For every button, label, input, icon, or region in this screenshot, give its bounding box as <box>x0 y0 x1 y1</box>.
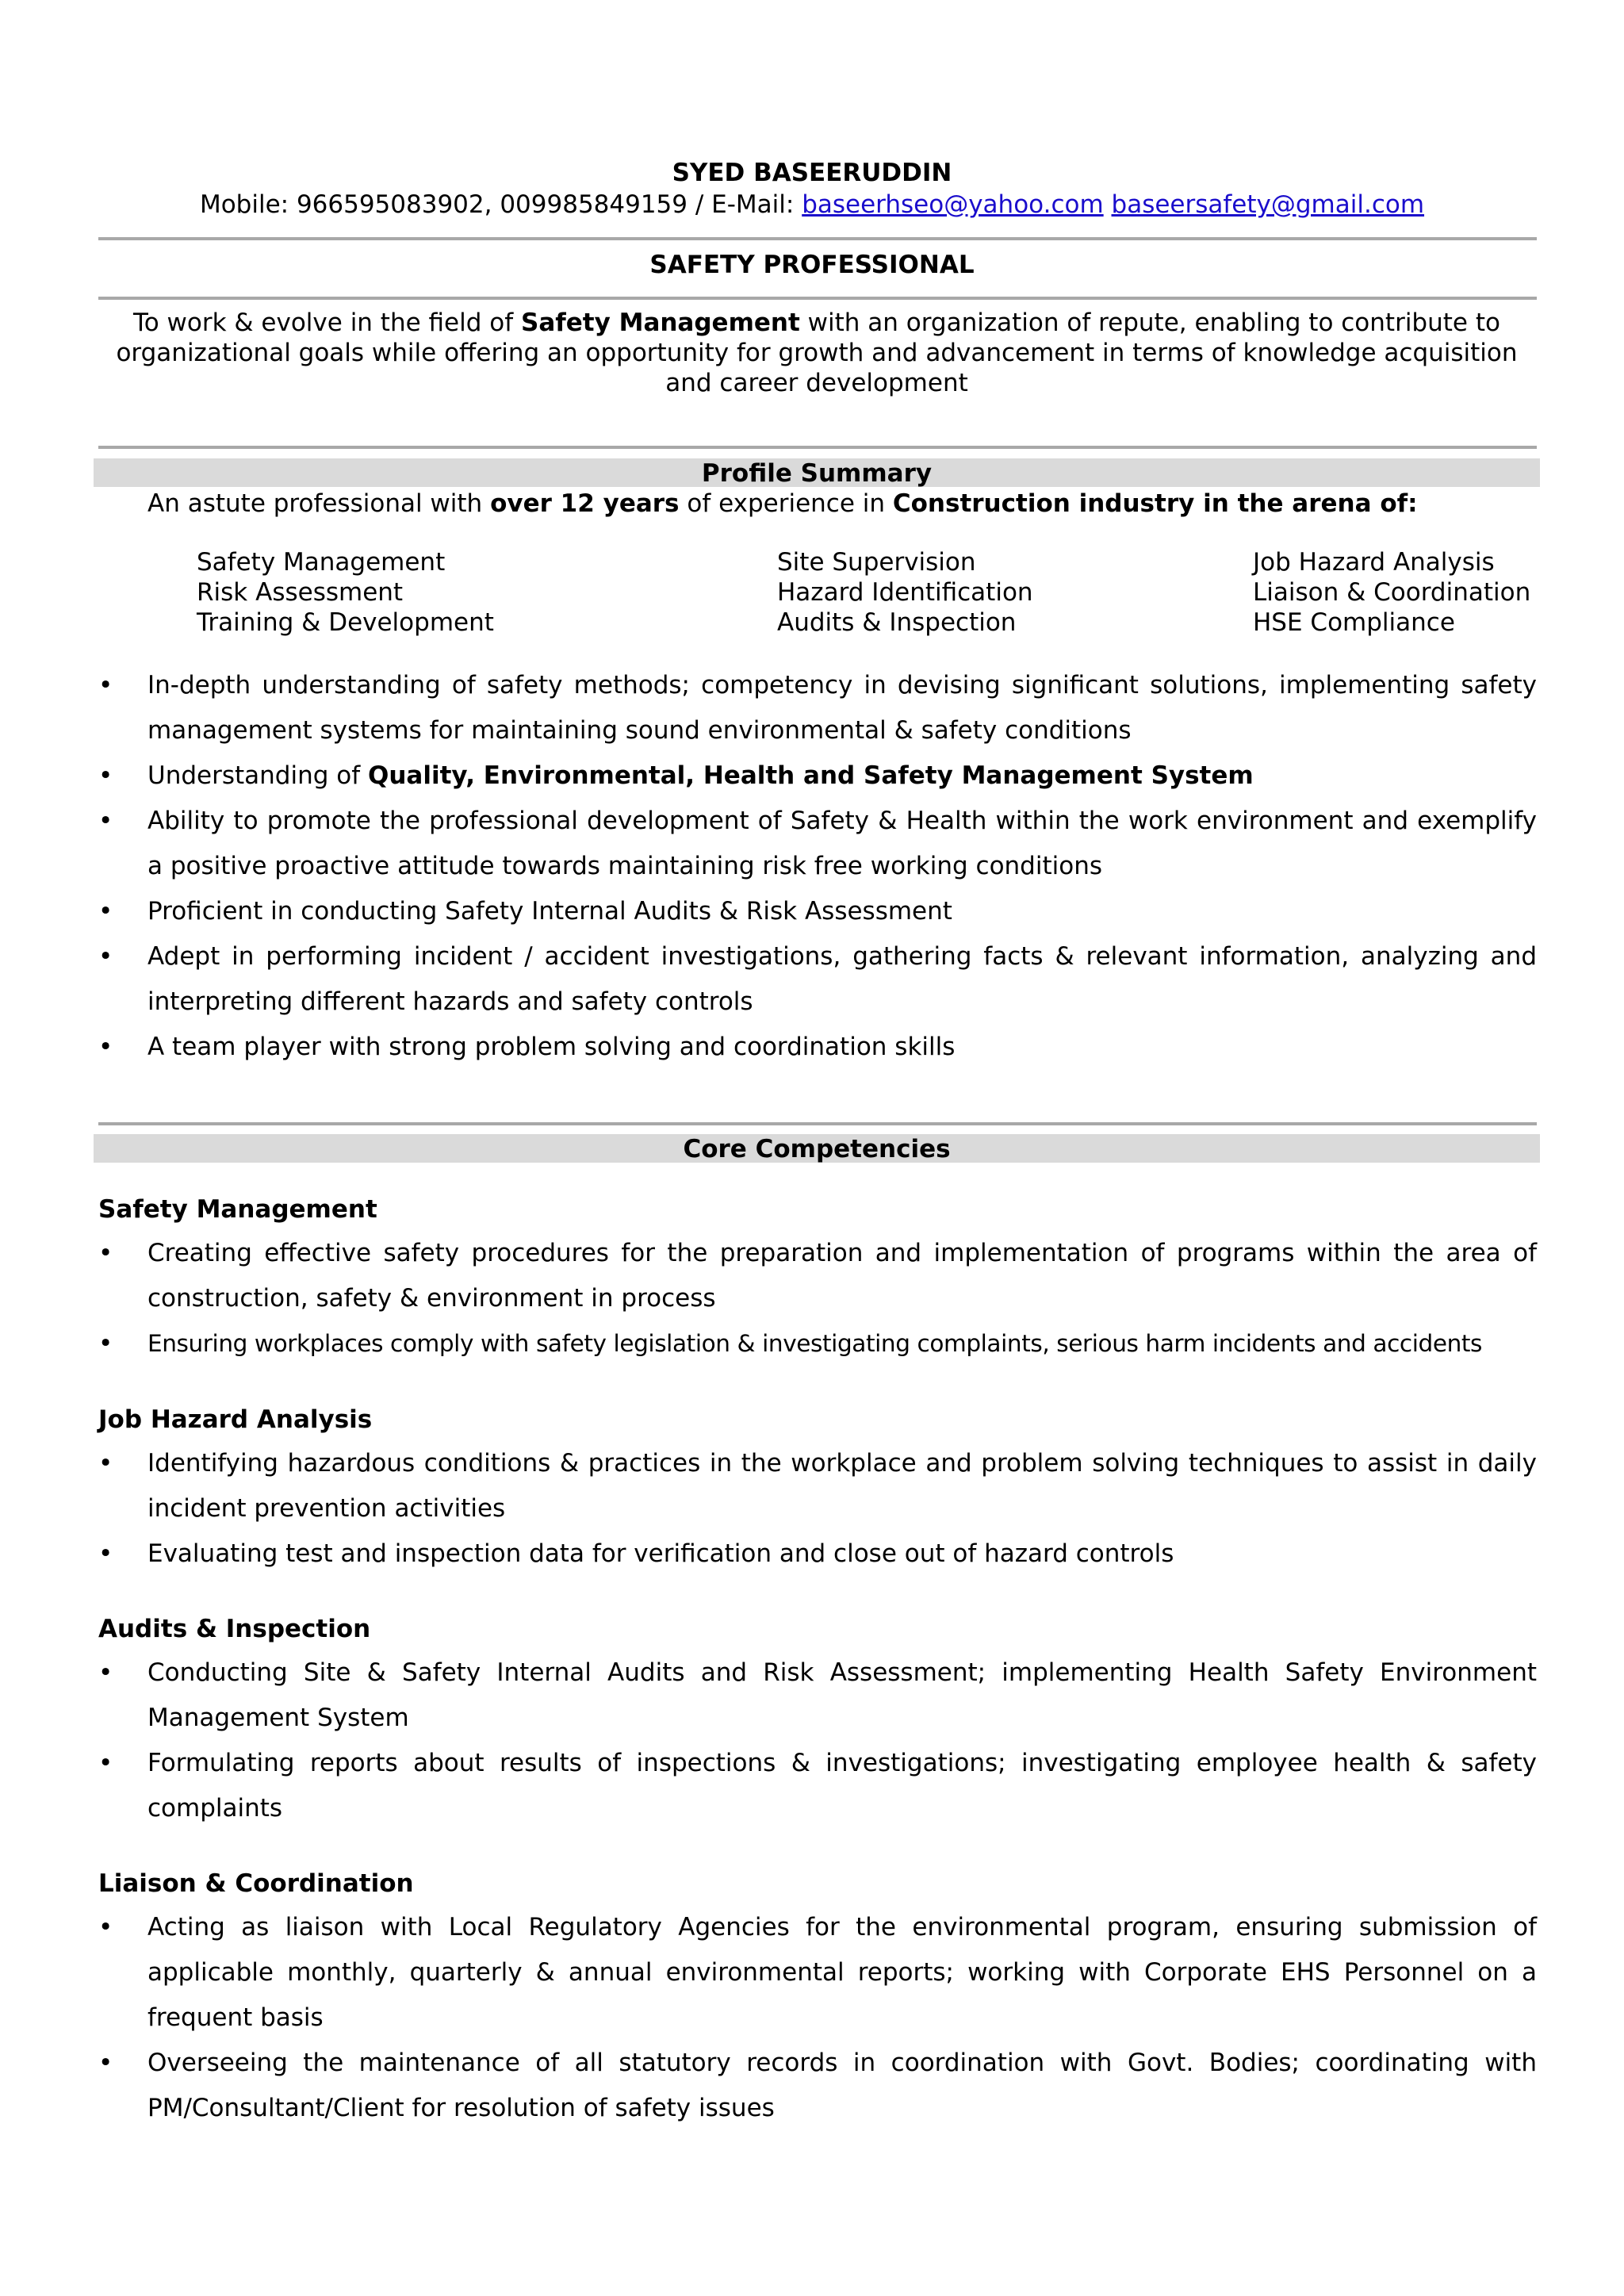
list-item <box>98 663 1537 753</box>
divider <box>98 446 1537 449</box>
list-item-bold: Quality, Environmental, Health and Safety Management System <box>368 761 1254 790</box>
skills-column-2 <box>777 547 1033 638</box>
competency-title: Audits & Inspection <box>98 1615 371 1643</box>
divider <box>98 297 1537 300</box>
list-item: • Identifying hazardous conditions & practices in the workplace and problem solving techniques to assist in daily incident prevention activities <box>98 1441 1537 1531</box>
skills-column-1 <box>197 547 494 638</box>
list-item-text: Ability to promote the professional development of Safety & Health within the work environment and exemplify a positive proactive attitude towards maintaining risk free working conditions <box>147 807 1537 880</box>
skill-item: HSE Compliance <box>1253 608 1455 637</box>
list-item <box>98 889 1537 934</box>
skills-column-3 <box>1253 547 1530 638</box>
competency-bullets <box>98 1905 1537 2131</box>
profile-intro-years: over 12 years <box>490 489 680 518</box>
objective-text-pre: To work & evolve in the field of <box>133 309 522 337</box>
skill-item: Safety Management <box>197 548 446 577</box>
list-item-text: Ensuring workplaces comply with safety legislation & investigating complaints, serious harm incidents and accidents <box>147 1330 1483 1357</box>
profile-intro-industry: Construction industry in the arena of: <box>892 489 1418 518</box>
list-item-text: Adept in performing incident / accident investigations, gathering facts & relevant information, analyzing and interpreting different hazards and safety controls <box>147 942 1537 1016</box>
competency-bullets <box>98 1231 1537 1366</box>
core-competencies-heading: Core Competencies <box>94 1134 1540 1163</box>
skill-item: Risk Assessment <box>197 578 404 607</box>
email-link-yahoo[interactable]: baseerhseo@yahoo.com <box>802 190 1104 219</box>
profile-intro-mid: of experience in <box>679 489 893 518</box>
divider <box>98 237 1537 240</box>
professional-title: SAFETY PROFESSIONAL <box>649 251 975 279</box>
skill-item: Liaison & Coordination <box>1253 578 1531 607</box>
list-item <box>98 799 1537 889</box>
competency-title: Job Hazard Analysis <box>98 1405 373 1434</box>
divider <box>98 1122 1537 1125</box>
competency-title: Liaison & Coordination <box>98 1869 414 1898</box>
email-link-gmail[interactable]: baseersafety@gmail.com <box>1111 190 1425 219</box>
list-item-text: Understanding of <box>147 761 368 790</box>
profile-bullets <box>98 663 1537 1070</box>
competency-bullets <box>98 1650 1537 1831</box>
skill-item: Training & Development <box>197 608 494 637</box>
contact-line <box>0 189 1624 220</box>
skill-item: Job Hazard Analysis <box>1253 548 1495 577</box>
list-item <box>98 753 1537 799</box>
competency-bullets <box>98 1441 1537 1577</box>
contact-prefix: Mobile: 966595083902, 009985849159 / E-Mail: <box>199 190 802 219</box>
list-item-text: A team player with strong problem solving and coordination skills <box>147 1033 956 1061</box>
list-item: • Evaluating test and inspection data for verification and close out of hazard controls <box>98 1531 1537 1577</box>
profile-summary-heading: Profile Summary <box>94 458 1540 487</box>
objective-text-bold: Safety Management <box>521 309 800 337</box>
list-item: • Overseeing the maintenance of all statutory records in coordination with Govt. Bodies; coordinating with PM/Consultant/Client for resolution of safety issues <box>98 2041 1537 2131</box>
skill-item: Site Supervision <box>777 548 976 577</box>
competency-title: Safety Management <box>98 1195 377 1224</box>
list-item: • Acting as liaison with Local Regulatory Agencies for the environmental program, ensuring submission of applicable monthly, quarterly & annual environmental reports; working with Corporate EHS Personnel on a frequent basis <box>98 1905 1537 2041</box>
list-item: • Creating effective safety procedures for the preparation and implementation of programs within the area of construction, safety & environment in process <box>98 1231 1537 1321</box>
candidate-name: SYED BASEERUDDIN <box>672 159 952 187</box>
list-item <box>98 1321 1537 1366</box>
list-item <box>98 934 1537 1025</box>
skill-item: Audits & Inspection <box>777 608 1017 637</box>
objective-text-post: with an organization of repute, enabling to contribute to organizational goals while offering an opportunity for growth and advancement in terms of knowledge acquisition and career development <box>116 309 1518 397</box>
list-item-text: Proficient in conducting Safety Internal Audits & Risk Assessment <box>147 897 952 926</box>
objective-statement <box>103 308 1530 398</box>
skill-item: Hazard Identification <box>777 578 1033 607</box>
list-item: • Conducting Site & Safety Internal Audits and Risk Assessment; implementing Health Safety Environment Management System <box>98 1650 1537 1741</box>
list-item <box>98 1025 1537 1070</box>
list-item: • Formulating reports about results of inspections & investigations; investigating employee health & safety complaints <box>98 1741 1537 1831</box>
list-item-text: In-depth understanding of safety methods; competency in devising significant solutions, implementing safety management systems for maintaining sound environmental & safety conditions <box>147 671 1537 745</box>
profile-intro <box>147 488 1418 519</box>
profile-intro-pre: An astute professional with <box>147 489 491 518</box>
